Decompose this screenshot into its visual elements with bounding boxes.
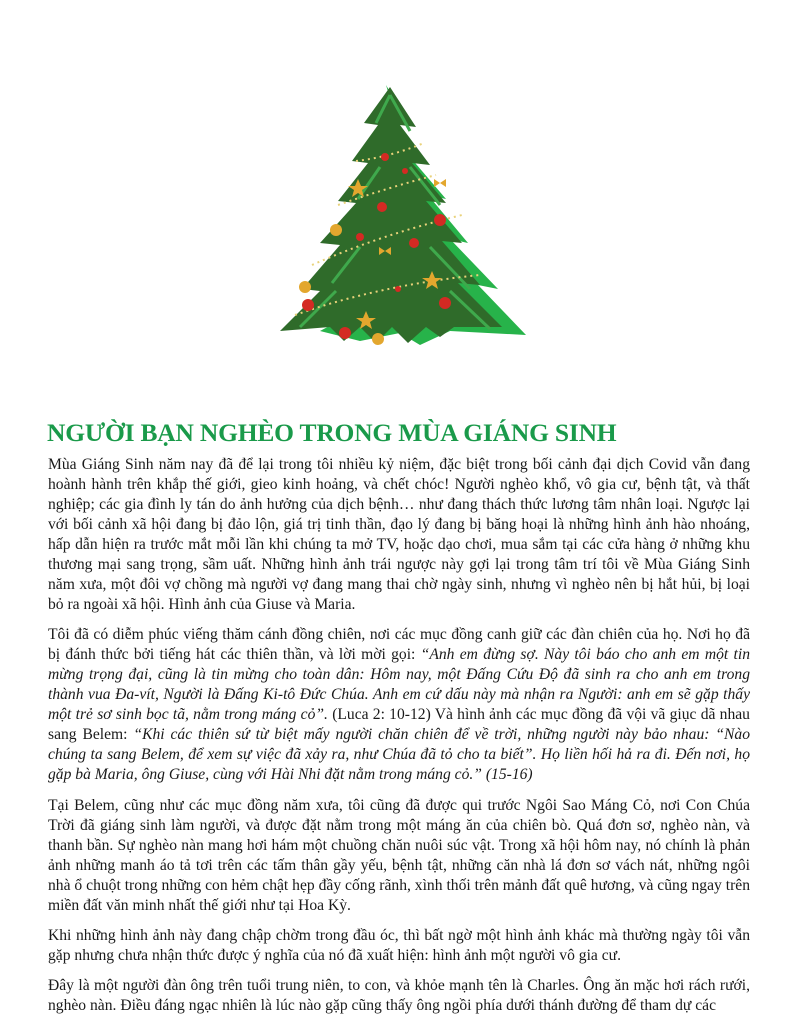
article-body — [48, 455, 750, 1026]
paragraph-4: Khi những hình ảnh này đang chập chờm trong đầu óc, thì bất ngờ một hình ảnh khác mà thường ngày tôi vẫn gặp nhưng chưa nhận thức được ý nghĩa của nó đã xuất hiện: hình ảnh một người vô gia cư. — [48, 927, 750, 964]
christmas-tree-icon — [240, 75, 540, 375]
paragraph-2-intro: Tôi đã có diễm phúc viếng thăm cánh đồng chiên, nơi các mục đồng canh giữ các đàn chiên của họ. Nơi họ đã bị đánh thức bởi tiếng hát các thiên thần, và lời mời gọi: — [48, 626, 750, 663]
paragraph-1: Mùa Giáng Sinh năm nay đã để lại trong tôi nhiều kỷ niệm, đặc biệt trong bối cảnh đại dịch Covid vẫn đang hoành hành trên khắp thế giới, gieo kinh hoảng, và chết chóc! Người nghèo khổ, vô gia cư, bệnh tật, và thất nghiệp; các gia đình ly tán do ảnh hưởng của dịch bệnh… như đang thách thức lương tâm nhân loại. Ngược lại với bối cảnh xã hội đang bị đảo lộn, giá trị tinh thần, đạo lý đang bị băng hoại là những hình ảnh hào nhoáng, hấp dẫn hiện ra trước mắt mỗi lần khi chúng ta mở TV, hoặc dạo chơi, mua sắm tại các cửa hàng ở những khu thương mại sang trọng, sầm uất. Những hình ảnh trái ngược này gợi lại trong tâm trí tôi về Mùa Giáng Sinh năm xưa, một đôi vợ chồng mà người vợ đang mang thai chờ ngày sinh, nhưng vì nghèo nên bị hắt hủi, bị loại bỏ ra ngoài xã hội. Hình ảnh của Giuse và Maria. — [48, 456, 750, 613]
christmas-tree-image — [240, 75, 540, 375]
paragraph-2 — [48, 625, 750, 785]
article-title: NGƯỜI BẠN NGHÈO TRONG MÙA GIÁNG SINH — [47, 418, 617, 447]
scripture-quote-luke-15-16: “Khi các thiên sứ từ biệt mấy người chăn chiên để về trời, những người này bảo nhau: “Nào chúng ta sang Belem, để xem sự việc đã xảy ra, như Chúa đã tỏ cho ta biết”. Họ liền hối hả ra đi. Đến nơi, họ gặp bà Maria, ông Giuse, cùng với Hài Nhi đặt nằm trong máng cỏ.” (15-16) — [48, 726, 750, 783]
scripture-quote-luke-10-12: “Anh em đừng sợ. Này tôi báo cho anh em một tin mừng trọng đại, cũng là tin mừng cho toàn dân: Hôm nay, một Đấng Cứu Độ đã sinh ra cho anh em trong thành vua Đa-vít, Người là Đấng Ki-tô Đức Chúa. Anh em cứ dấu này mà nhận ra Người: anh em sẽ gặp thấy một trẻ sơ sinh bọc tã, nằm trong máng cỏ”. — [48, 646, 750, 723]
scripture-reference: (Luca 2: 10-12) Và hình ảnh các mục đồng đã vội vã giục dã nhau sang Belem: — [48, 706, 750, 743]
paragraph-5: Đây là một người đàn ông trên tuổi trung niên, to con, và khỏe mạnh tên là Charles. Ông ăn mặc hơi rách rưới, nghèo nàn. Điều đáng ngạc nhiên là lúc nào gặp cũng thấy ông ngồi phía dưới thánh đường để tham dự các — [48, 977, 750, 1014]
paragraph-3: Tại Belem, cũng như các mục đồng năm xưa, tôi cũng đã được qui trước Ngôi Sao Máng Cỏ, nơi Con Chúa Trời đã giáng sinh làm người, và được đặt nằm trong một máng ăn của chiên bò. Quá đơn sơ, nghèo nàn, và thanh bần. Sự nghèo nàn mang hơi hám một chuồng chăn nuôi súc vật. Trong xã hội hôm nay, nó chính là phản ảnh những manh áo tả tơi trên các tấm thân gầy yếu, bệnh tật, những căn nhà lá đơn sơ vách nát, những ngôi nhà ổ chuột trong những con hẻm chật hẹp đầy cống rãnh, xình thối trên mảnh đất quê hương, và cũng ngay trên miền đất văn minh nhất thế giới như tại Hoa Kỳ. — [48, 797, 750, 914]
